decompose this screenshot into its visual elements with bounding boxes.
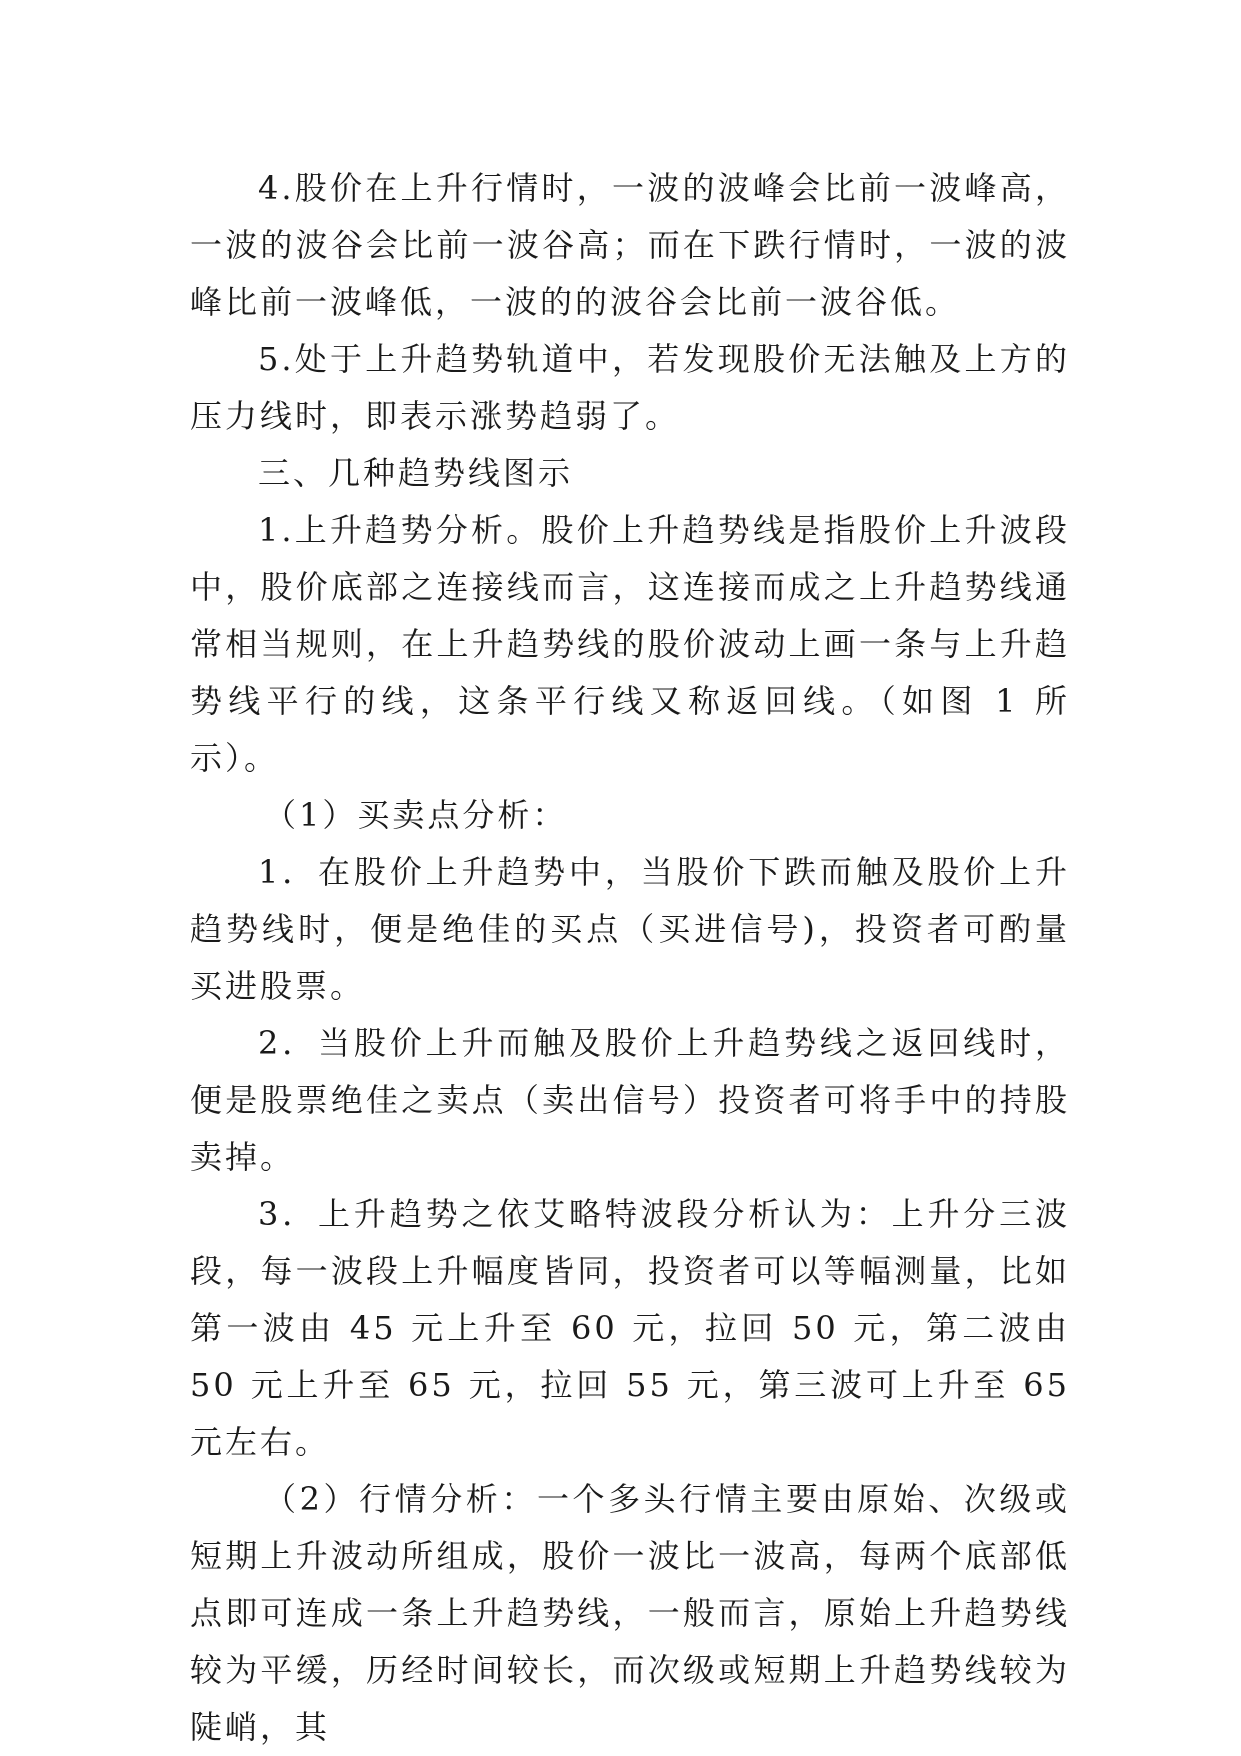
paragraph-sell-point: 2．当股价上升而触及股价上升趋势线之返回线时，便是股票绝佳之卖点（卖出信号）投资者可将手中的持股卖掉。 [190,1024,1070,1176]
document-body [190,160,1070,1756]
paragraph-elliott-wave: 3．上升趋势之依艾略特波段分析认为：上升分三波段，每一波段上升幅度皆同，投资者可以等幅测量，比如第一波由 45 元上升至 60 元，拉回 50 元，第二波由 50 元上升至 65 元，拉回 55 元，第三波可上升至 65 元左右。 [190,1195,1070,1461]
paragraph-point-5: 5.处于上升趋势轨道中，若发现股价无法触及上方的压力线时，即表示涨势趋弱了。 [190,340,1070,435]
paragraph-uptrend-analysis: 1.上升趋势分析。股价上升趋势线是指股价上升波段中，股价底部之连接线而言，这连接而成之上升趋势线通常相当规则，在上升趋势线的股价波动上画一条与上升趋势线平行的线，这条平行线又称返回线。（如图 1 所示）。 [190,511,1070,777]
paragraph-buy-point: 1．在股价上升趋势中，当股价下跌而触及股价上升趋势线时，便是绝佳的买点（买进信号)，投资者可酌量买进股票。 [190,853,1070,1005]
paragraph-market-analysis: （2）行情分析：一个多头行情主要由原始、次级或短期上升波动所组成，股价一波比一波高，每两个底部低点即可连成一条上升趋势线，一般而言，原始上升趋势线较为平缓，历经时间较长，而次级或短期上升趋势线较为陡峭，其 [190,1480,1070,1746]
subheading-buy-sell-analysis: （1）买卖点分析： [264,796,568,834]
paragraph-point-4: 4.股价在上升行情时，一波的波峰会比前一波峰高，一波的波谷会比前一波谷高；而在下跌行情时，一波的波峰比前一波峰低，一波的的波谷会比前一波谷低。 [190,169,1070,321]
section-heading: 三、几种趋势线图示 [258,454,574,492]
